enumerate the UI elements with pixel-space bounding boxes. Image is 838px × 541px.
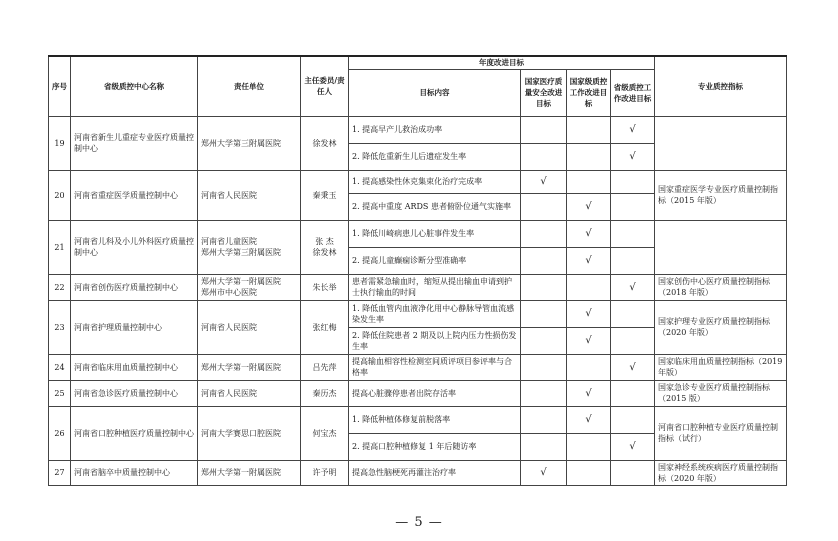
header-provincial-work: 省级质控工作改进目标 (611, 69, 655, 116)
director-name: 张 杰 徐发林 (301, 220, 349, 274)
empty-cell (611, 327, 655, 354)
table-row (49, 460, 787, 485)
table-row (49, 274, 787, 300)
center-name: 河南省新生儿重症专业医疗质量控制中心 (71, 116, 198, 170)
director-name: 秦秉玉 (301, 170, 349, 220)
empty-cell (521, 300, 567, 327)
header-center-name: 省级质控中心名称 (71, 56, 198, 116)
goal-content: 2. 提高儿童癫痫诊断分型准确率 (349, 247, 521, 274)
table-row (49, 116, 787, 143)
quality-indicator: 国家临床用血质量控制指标（2019 年版） (655, 354, 787, 380)
empty-cell (611, 220, 655, 247)
empty-cell (567, 274, 611, 300)
check-mark: √ (521, 460, 567, 485)
check-mark: √ (611, 354, 655, 380)
check-mark: √ (611, 433, 655, 460)
goal-content: 1. 降低川崎病患儿心脏事件发生率 (349, 220, 521, 247)
row-number: 23 (49, 300, 71, 354)
director-name: 秦历杰 (301, 380, 349, 406)
empty-cell (567, 116, 611, 143)
table-row (49, 406, 787, 433)
goal-content: 患者需紧急输血时，缩短从提出输血申请到护士执行输血的时间 (349, 274, 521, 300)
page-number: — 5 — (395, 515, 443, 530)
empty-cell (611, 247, 655, 274)
quality-indicator (655, 220, 787, 274)
center-name: 河南省护理质量控制中心 (71, 300, 198, 354)
responsible-unit: 郑州大学第三附属医院 (198, 116, 301, 170)
row-number: 19 (49, 116, 71, 170)
quality-indicator: 国家神经系统疾病医疗质量控制指标（2020 年版） (655, 460, 787, 485)
center-name: 河南省急诊医疗质量控制中心 (71, 380, 198, 406)
responsible-unit: 河南大学赛思口腔医院 (198, 406, 301, 460)
director-name: 朱长举 (301, 274, 349, 300)
header-indicators: 专业质控指标 (655, 56, 787, 116)
empty-cell (521, 143, 567, 170)
check-mark: √ (567, 380, 611, 406)
quality-indicator: 国家急诊专业医疗质量控制指标（2015 版） (655, 380, 787, 406)
empty-cell (567, 143, 611, 170)
header-annual-goal: 年度改进目标 (349, 56, 655, 69)
empty-cell (611, 300, 655, 327)
row-number: 20 (49, 170, 71, 220)
check-mark: √ (567, 220, 611, 247)
check-mark: √ (567, 247, 611, 274)
quality-control-table (48, 55, 787, 486)
quality-indicator: 河南省口腔种植专业医疗质量控制指标（试行） (655, 406, 787, 460)
empty-cell (521, 327, 567, 354)
responsible-unit: 河南省儿童医院 郑州大学第三附属医院 (198, 220, 301, 274)
row-number: 24 (49, 354, 71, 380)
goal-content: 提高急性脑梗死再灌注治疗率 (349, 460, 521, 485)
empty-cell (611, 460, 655, 485)
table-row (49, 220, 787, 247)
goal-content: 1. 提高早产儿救治成功率 (349, 116, 521, 143)
empty-cell (611, 380, 655, 406)
goal-content: 2. 提高口腔种植修复 1 年后随访率 (349, 433, 521, 460)
director-name: 徐发林 (301, 116, 349, 170)
empty-cell (521, 406, 567, 433)
header-national-safety: 国家医疗质量安全改进目标 (521, 69, 567, 116)
check-mark: √ (567, 300, 611, 327)
row-number: 21 (49, 220, 71, 274)
empty-cell (521, 274, 567, 300)
goal-content: 1. 降低种植体修复前脱落率 (349, 406, 521, 433)
table-body (49, 116, 787, 485)
header-goal-content: 目标内容 (349, 69, 521, 116)
center-name: 河南省创伤医疗质量控制中心 (71, 274, 198, 300)
director-name: 何宝杰 (301, 406, 349, 460)
center-name: 河南省重症医学质量控制中心 (71, 170, 198, 220)
table-row (49, 354, 787, 380)
empty-cell (567, 433, 611, 460)
empty-cell (521, 193, 567, 220)
empty-cell (521, 354, 567, 380)
check-mark: √ (611, 143, 655, 170)
goal-content: 提高输血相容性检测室间质评项目参评率与合格率 (349, 354, 521, 380)
header-seq: 序号 (49, 56, 71, 116)
goal-content: 1. 提高感染性休克集束化治疗完成率 (349, 170, 521, 193)
row-number: 25 (49, 380, 71, 406)
empty-cell (521, 433, 567, 460)
check-mark: √ (611, 116, 655, 143)
responsible-unit: 河南省人民医院 (198, 170, 301, 220)
goal-content: 2. 降低住院患者 2 期及以上院内压力性损伤发生率 (349, 327, 521, 354)
goal-content: 2. 提高中重度 ARDS 患者俯卧位通气实施率 (349, 193, 521, 220)
empty-cell (567, 170, 611, 193)
empty-cell (521, 247, 567, 274)
goal-content: 提高心脏骤停患者出院存活率 (349, 380, 521, 406)
quality-indicator (655, 116, 787, 170)
empty-cell (611, 406, 655, 433)
check-mark: √ (611, 274, 655, 300)
row-number: 22 (49, 274, 71, 300)
check-mark: √ (567, 327, 611, 354)
quality-indicator: 国家护理专业医疗质量控制指标（2020 年版） (655, 300, 787, 354)
check-mark: √ (567, 193, 611, 220)
empty-cell (567, 460, 611, 485)
center-name: 河南省口腔种植医疗质量控制中心 (71, 406, 198, 460)
check-mark: √ (521, 170, 567, 193)
table-row (49, 300, 787, 327)
header-national-work: 国家级质控工作改进目标 (567, 69, 611, 116)
empty-cell (611, 170, 655, 193)
director-name: 吕先萍 (301, 354, 349, 380)
center-name: 河南省儿科及小儿外科医疗质量控制中心 (71, 220, 198, 274)
empty-cell (611, 193, 655, 220)
responsible-unit: 郑州大学第一附属医院 (198, 354, 301, 380)
responsible-unit: 河南省人民医院 (198, 300, 301, 354)
check-mark: √ (567, 406, 611, 433)
center-name: 河南省脑卒中质量控制中心 (71, 460, 198, 485)
responsible-unit: 郑州大学第一附属医院 郑州市中心医院 (198, 274, 301, 300)
director-name: 许予明 (301, 460, 349, 485)
row-number: 26 (49, 406, 71, 460)
quality-indicator: 国家重症医学专业医疗质量控制指标（2015 年版） (655, 170, 787, 220)
row-number: 27 (49, 460, 71, 485)
header-unit: 责任单位 (198, 56, 301, 116)
empty-cell (567, 354, 611, 380)
table-row (49, 380, 787, 406)
table-row (49, 170, 787, 193)
center-name: 河南省临床用血质量控制中心 (71, 354, 198, 380)
responsible-unit: 河南省人民医院 (198, 380, 301, 406)
goal-content: 2. 降低危重新生儿后遗症发生率 (349, 143, 521, 170)
quality-indicator: 国家创伤中心医疗质量控制指标（2018 年版） (655, 274, 787, 300)
empty-cell (521, 380, 567, 406)
director-name: 张红梅 (301, 300, 349, 354)
empty-cell (521, 116, 567, 143)
header-director: 主任委员/责任人 (301, 56, 349, 116)
responsible-unit: 郑州大学第一附属医院 (198, 460, 301, 485)
empty-cell (521, 220, 567, 247)
goal-content: 1. 降低血管内血液净化用中心静脉导管血流感染发生率 (349, 300, 521, 327)
